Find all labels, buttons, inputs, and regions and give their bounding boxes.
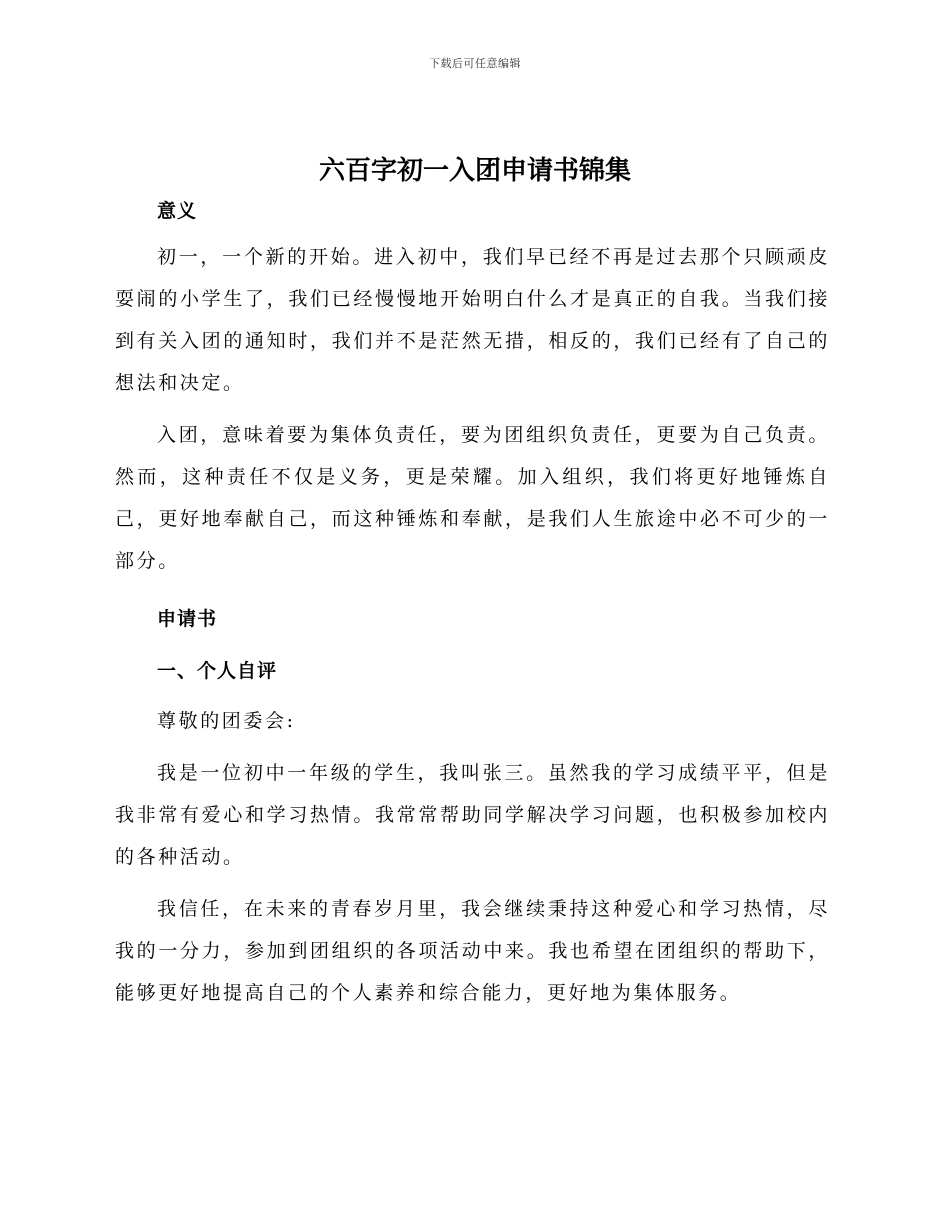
paragraph: 我信任，在未来的青春岁月里，我会继续秉持这种爱心和学习热情，尽我的一分力，参加到团组织的各项活动中来。我也希望在团组织的帮助下，能够更好地提高自己的个人素养和综合能力，更好地为集体服务。 <box>115 898 830 1004</box>
section-heading-application: 申请书 <box>157 608 218 630</box>
section-heading-meaning: 意义 <box>157 200 198 222</box>
paragraph: 初一，一个新的开始。进入初中，我们早已经不再是过去那个只顾顽皮耍闹的小学生了，我们已经慢慢地开始明白什么才是真正的自我。当我们接到有关入团的通知时，我们并不是茫然无措，相反的，我们已经有了自己的想法和决定。 <box>115 246 830 394</box>
document-body <box>115 196 830 1014</box>
section-heading-self-evaluation: 一、个人自评 <box>157 660 278 682</box>
page-header-note: 下载后可任意编辑 <box>429 57 521 70</box>
salutation: 尊敬的团委会: <box>157 710 296 732</box>
document-title: 六百字初一入团申请书锦集 <box>318 156 631 186</box>
paragraph: 入团，意味着要为集体负责任，要为团组织负责任，更要为自己负责。然而，这种责任不仅是义务，更是荣耀。加入组织，我们将更好地锤炼自己，更好地奉献自己，而这种锤炼和奉献，是我们人生旅途中必不可少的一部分。 <box>115 424 830 572</box>
paragraph: 我是一位初中一年级的学生，我叫张三。虽然我的学习成绩平平，但是我非常有爱心和学习热情。我常常帮助同学解决学习问题，也积极参加校内的各种活动。 <box>115 762 830 868</box>
